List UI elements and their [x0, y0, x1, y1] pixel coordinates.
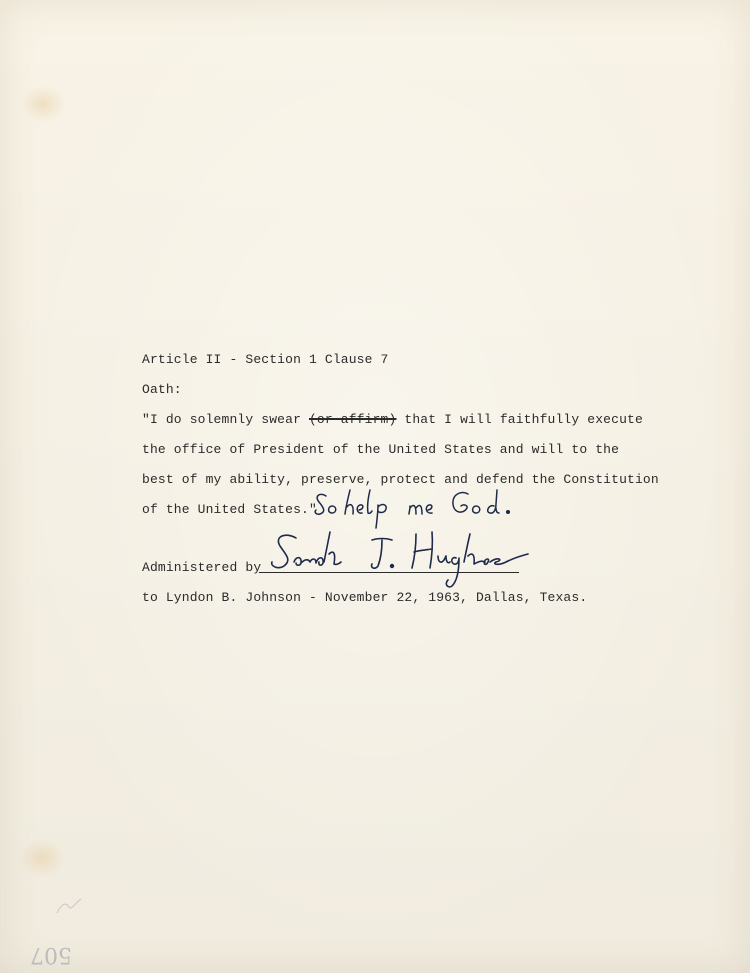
paper-stain	[20, 85, 66, 123]
oath-line-1-end: that I will faithfully execute	[396, 412, 643, 427]
administered-label: Administered by	[142, 560, 262, 575]
oath-line-1	[142, 412, 643, 428]
pencil-page-number: 507	[30, 942, 72, 967]
oath-label: Oath:	[142, 382, 182, 397]
article-heading: Article II - Section 1 Clause 7	[142, 352, 389, 367]
pencil-mark	[55, 895, 83, 917]
closing-line: to Lyndon B. Johnson - November 22, 1963, Dallas, Texas.	[142, 590, 588, 605]
oath-line-2: the office of President of the United States and will to the	[142, 442, 620, 457]
paper-stain	[18, 838, 66, 878]
oath-line-4: of the United States."	[142, 502, 317, 517]
oath-line-1-start: "I do solemnly swear	[142, 412, 309, 427]
oath-line-3: best of my ability, preserve, protect and defend the Constitution	[142, 472, 659, 487]
struck-affirm-text: (or affirm)	[308, 412, 397, 427]
